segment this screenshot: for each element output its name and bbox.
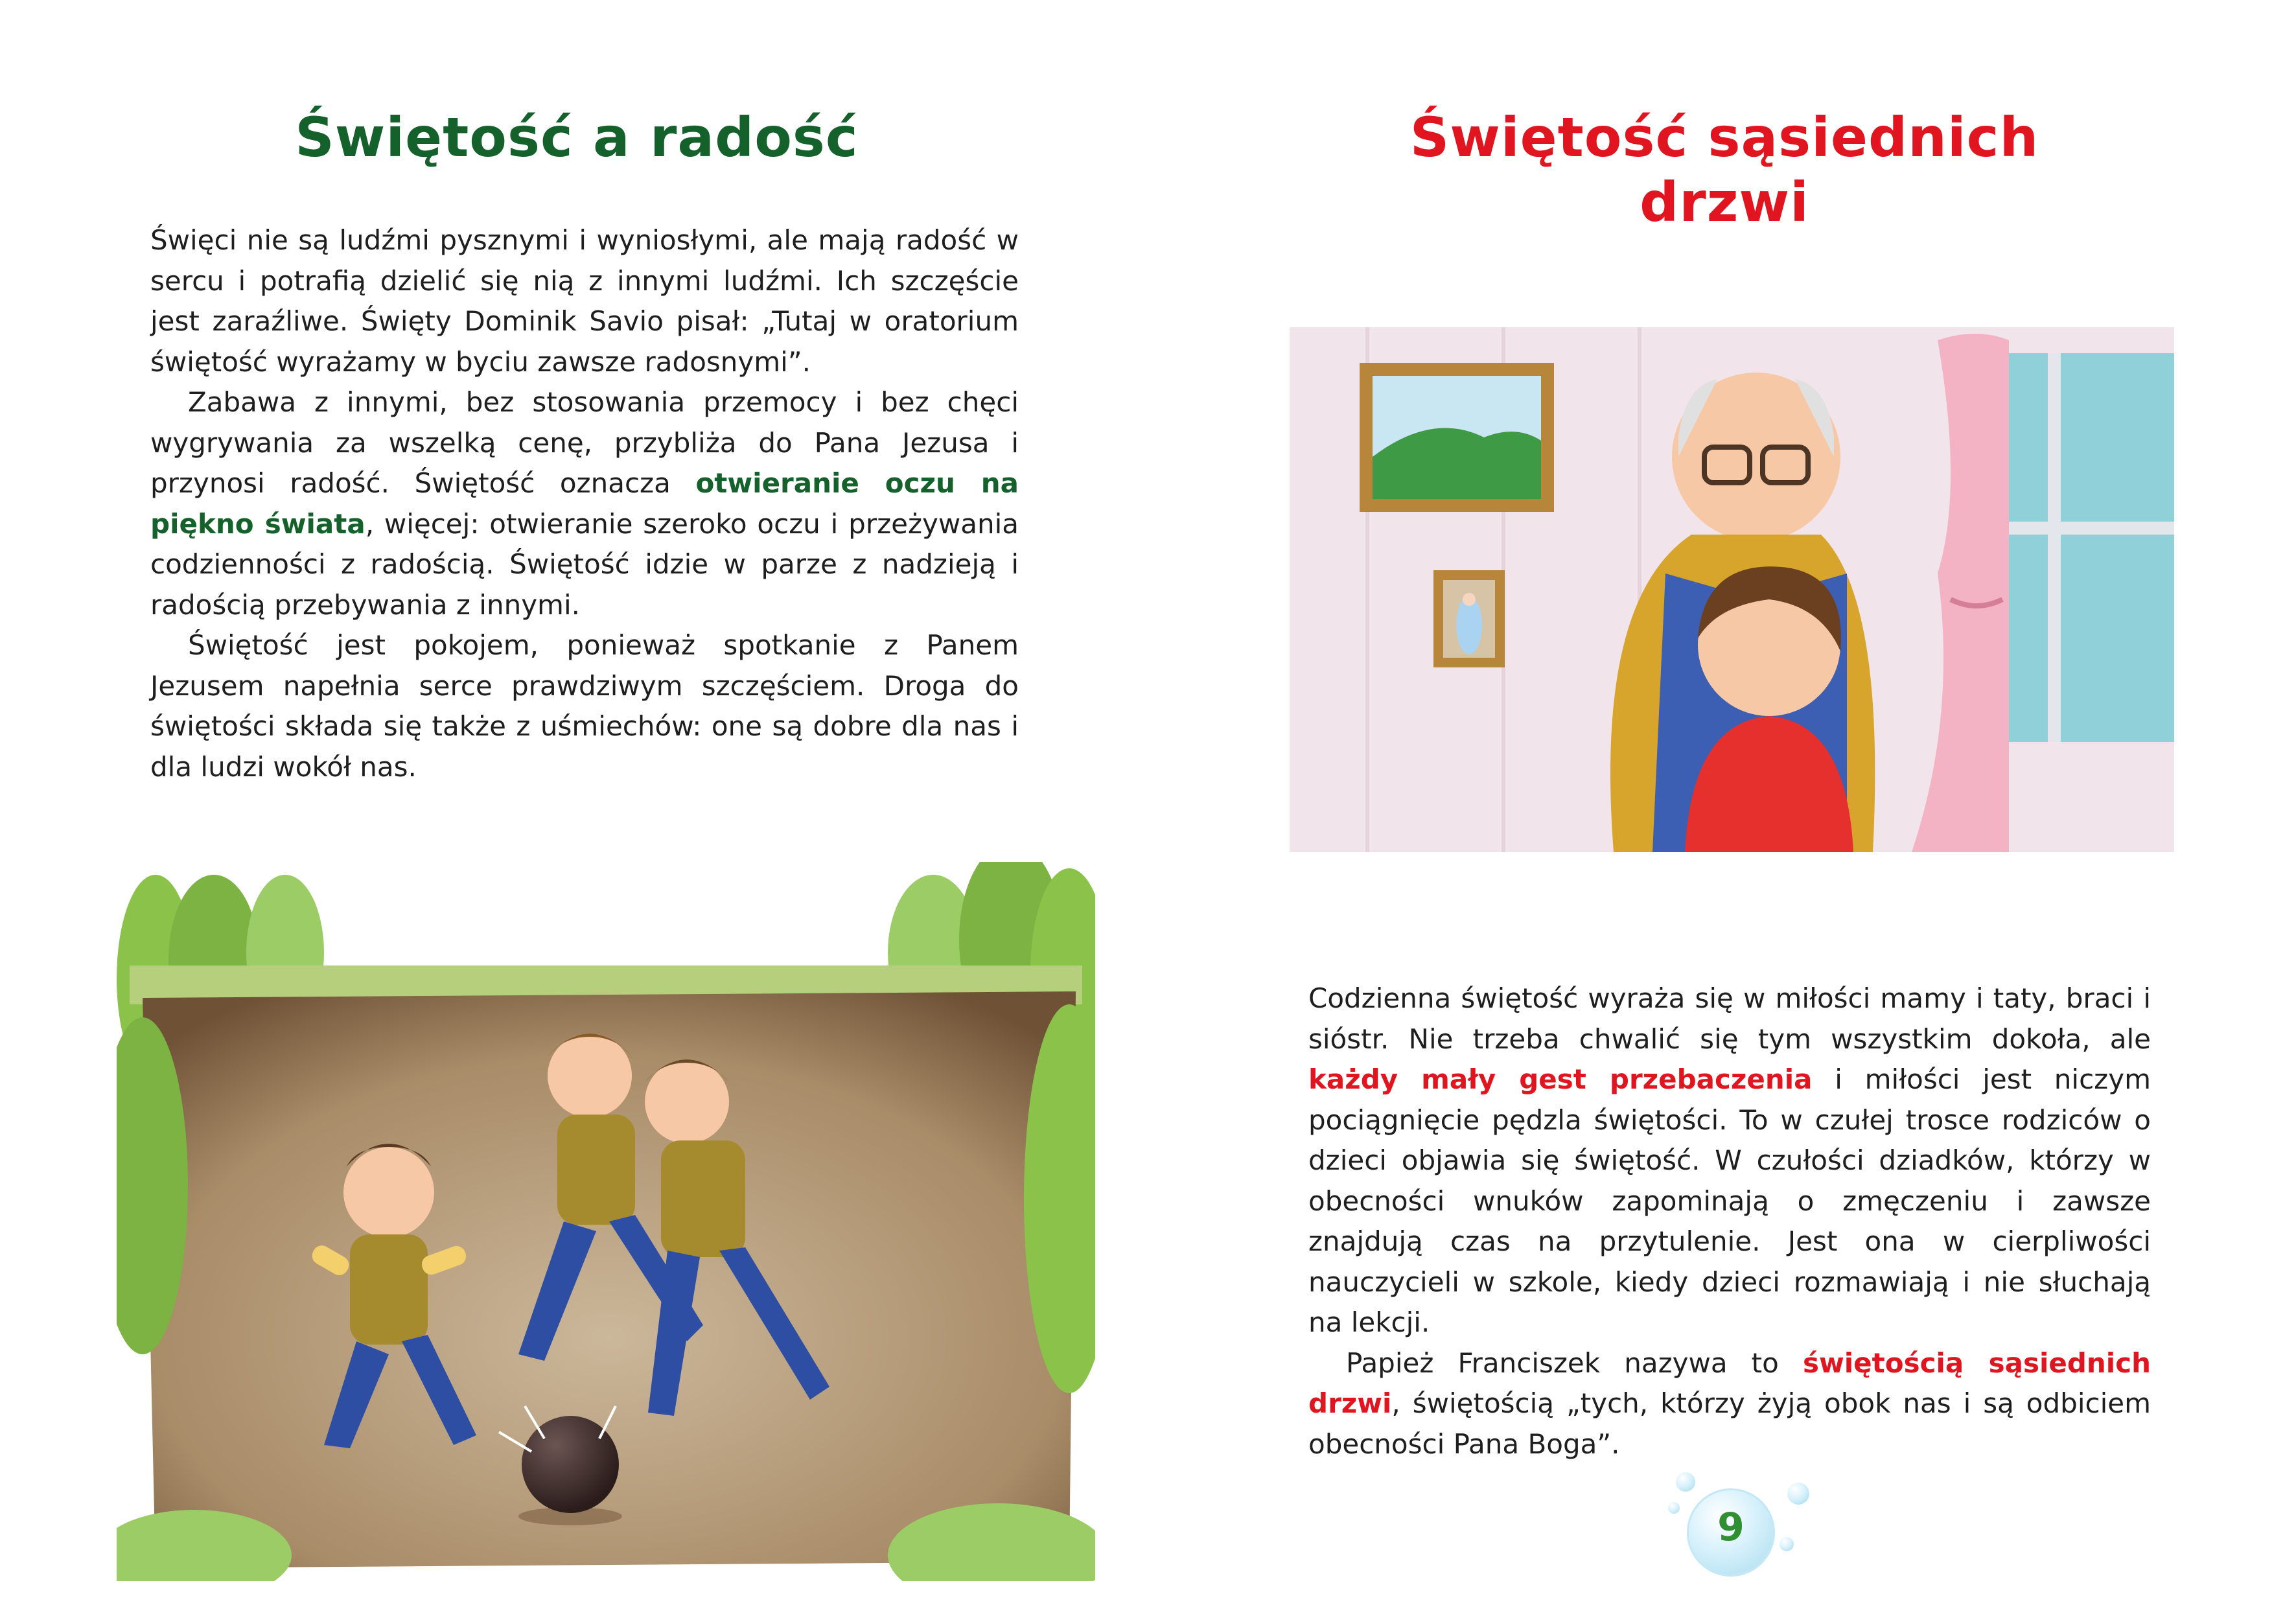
highlight-phrase: świętością sąsiednich drzwi [1308,1347,2151,1419]
page-number [1689,1490,1773,1575]
left-page-title: Świętość a radość [295,106,859,169]
landscape-painting-icon [1360,363,1554,512]
page-number-text: 9 [1717,1505,1745,1550]
left-paragraph-2: Zabawa z innymi, bez stosowania przemocy i bez chęci wygrywania za wszelką cenę, przybliża do Pana Jezusa i przynosi radość. Świętość oznacza otwieranie oczu na piękno świata, więcej: otwieranie szeroko oczu i przeżywania codzienności z radością. Świętość idzie w parze z nadzieją i radością przebywania z innymi. [150,386,1019,621]
right-title-line-2: drzwi [1640,170,1809,234]
grandfather-hugging-grandson-illustration [1290,327,2174,852]
left-paragraph-3: Świętość jest pokojem, ponieważ spotkanie z Panem Jezusem napełnia serce prawdziwym szczęściem. Droga do świętości składa się także z uśmiechów: one są dobre dla nas i dla ludzi wokół nas. [150,629,1019,783]
bubble-icon [1676,1472,1695,1492]
right-page-title [1277,105,2172,235]
highlight-phrase: każdy mały gest przebaczenia [1308,1063,1813,1095]
right-paragraph-1: Codzienna świętość wyraża się w miłości mamy i taty, braci i sióstr. Nie trzeba chwalić się tym wszystkim dokoła, ale każdy mały gest przebaczenia i miłości jest niczym pociągnięcie pędzla świętości. To w czułej trosce rodziców o dzieci objawia się świętość. W czułości dziadków, którzy w obecności wnuków zapominają o zmęczeniu i zawsze znajdują czas na przytulenie. Jest ona w cierpliwości nauczycieli w szkole, kiedy dzieci rozmawiają i nie słuchają na lekcji. [1308,982,2151,1338]
boys-playing-ball-illustration [117,862,1095,1581]
highlight-phrase: otwieranie oczu na piękno świata [150,467,1019,540]
bubble-icon [1780,1537,1794,1551]
right-paragraph-2: Papież Franciszek nazywa to świętością sąsiednich drzwi, świętością „tych, którzy żyją obok nas i są odbiciem obecności Pana Boga”. [1308,1347,2151,1460]
left-page-text [150,220,1019,787]
right-title-line-1: Świętość sąsiednich [1409,106,2039,169]
left-paragraph-1: Święci nie są ludźmi pysznymi i wyniosłymi, ale mają radość w sercu i potrafią dzielić się nią z innymi ludźmi. Ich szczęście jest zaraźliwe. Święty Dominik Savio pisał: „Tutaj w oratorium świętość wyrażamy w byciu zawsze radosnymi”. [150,224,1019,378]
right-page [1148,0,2296,1607]
bubble-icon [1668,1502,1680,1514]
bubble-icon [1787,1483,1809,1505]
madonna-picture-icon [1433,570,1505,667]
right-page-text [1308,978,2151,1464]
